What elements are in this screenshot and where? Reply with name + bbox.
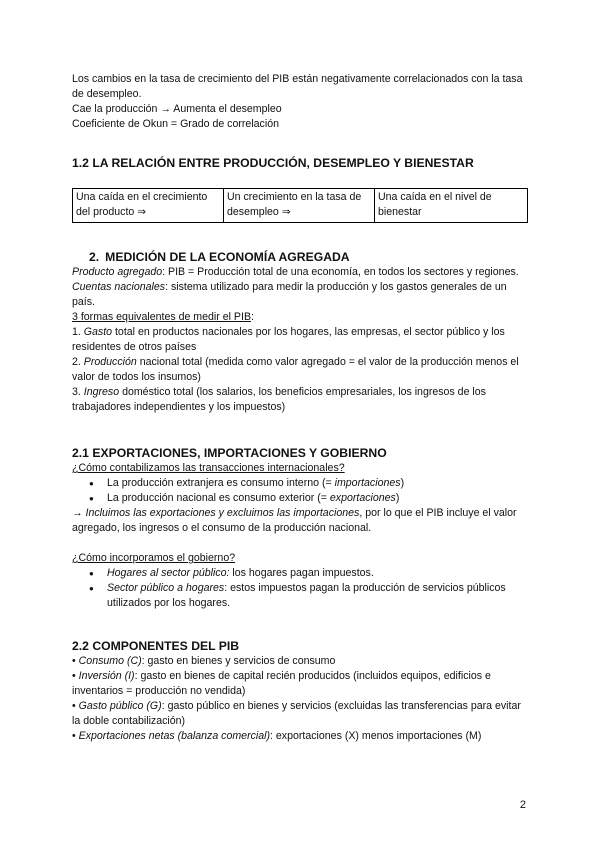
list-item: ● La producción extranjera es consumo interno (= importaciones) — [72, 476, 532, 491]
section-heading: 2.1 EXPORTACIONES, IMPORTACIONES Y GOBIERNO — [72, 446, 387, 460]
section-heading: 2.2 COMPONENTES DEL PIB — [72, 639, 240, 653]
term: Hogares al sector público: — [107, 567, 230, 579]
term: importaciones — [334, 477, 401, 489]
list-item: • Consumo (C): gasto en bienes y servicios de consumo — [72, 655, 336, 667]
document-page — [72, 72, 532, 744]
definition-paragraph: Producto agregado: PIB = Producción total de una economía, en todos los sectores y regiones. — [72, 266, 519, 278]
question: ¿Cómo incorporamos el gobierno? — [72, 552, 236, 564]
section-heading: 1.2 LA RELACIÓN ENTRE PRODUCCIÓN, DESEMPLEO Y BIENESTAR — [72, 156, 474, 170]
term: Producción — [83, 356, 137, 368]
list-item: • Exportaciones netas (balanza comercial): exportaciones (X) menos importaciones (M) — [72, 730, 482, 742]
list-item: • Inversión (I): gasto en bienes de capital recién producidos (incluidos equipos, edificios e inventarios = producción no vendida) — [72, 670, 491, 697]
intro-line: Coeficiente de Okun = Grado de correlación — [72, 118, 279, 130]
list-item: • Gasto público (G): gasto público en bienes y servicios (excluidas las transferencias para evitar la doble contabilización) — [72, 700, 521, 727]
section-title: MEDICIÓN DE LA ECONOMÍA AGREGADA — [105, 250, 350, 264]
table-cell: Un crecimiento en la tasa de desempleo ⇒ — [224, 189, 375, 222]
relation-table — [72, 188, 528, 223]
question: ¿Cómo contabilizamos las transacciones internacionales? — [72, 462, 345, 474]
list-item: ● Sector público a hogares: estos impuestos pagan la producción de servicios públicos utilizados por los hogares. — [72, 581, 532, 611]
term: Consumo (C) — [78, 655, 142, 667]
term: exportaciones — [329, 492, 396, 504]
list-item: 3. Ingreso doméstico total (los salarios, los beneficios empresariales, los ingresos de los trabajadores independientes y los impuestos) — [72, 386, 486, 413]
term: Ingreso — [83, 386, 120, 398]
section-number: 2. — [89, 250, 100, 264]
intro-paragraph: Los cambios en la tasa de crecimiento del PIB están negativamente correlacionados con la tasa de desempleo. — [72, 73, 523, 100]
section-heading — [72, 249, 532, 265]
bullet-list — [72, 476, 532, 506]
term: Gasto público (G) — [78, 700, 162, 712]
term: Inversión (I) — [78, 670, 135, 682]
definition-paragraph: Cuentas nacionales: sistema utilizado para medir la producción y los gastos generales de un país. — [72, 281, 507, 308]
term: Exportaciones netas (balanza comercial) — [78, 730, 271, 742]
list-item: ● Hogares al sector público: los hogares pagan impuestos. — [72, 566, 532, 581]
subheading: 3 formas equivalentes de medir el PIB: — [72, 311, 254, 323]
term: Producto agregado — [72, 266, 163, 278]
term: Gasto — [83, 326, 113, 338]
conclusion-paragraph: → Incluimos las exportaciones y excluimos las importaciones, por lo que el PIB incluye el valor agregado, los ingresos o el consumo de la producción nacional. — [72, 507, 517, 534]
table-cell: Una caída en el crecimiento del producto ⇒ — [73, 189, 224, 222]
term: Cuentas nacionales — [72, 281, 166, 293]
bullet-list — [72, 566, 532, 611]
list-item: ● La producción nacional es consumo exterior (= exportaciones) — [72, 491, 532, 506]
list-item: 2. Producción nacional total (medida como valor agregado = el valor de la producción menos el valor de todos los insumos) — [72, 356, 519, 383]
list-item: 1. Gasto total en productos nacionales por los hogares, las empresas, el sector público y los residentes de otros países — [72, 326, 505, 353]
intro-line: Cae la producción → Aumenta el desempleo — [72, 103, 282, 115]
page-number: 2 — [519, 799, 526, 811]
term: Sector público a hogares — [107, 582, 225, 594]
table-cell: Una caída en el nivel de bienestar — [378, 191, 492, 218]
